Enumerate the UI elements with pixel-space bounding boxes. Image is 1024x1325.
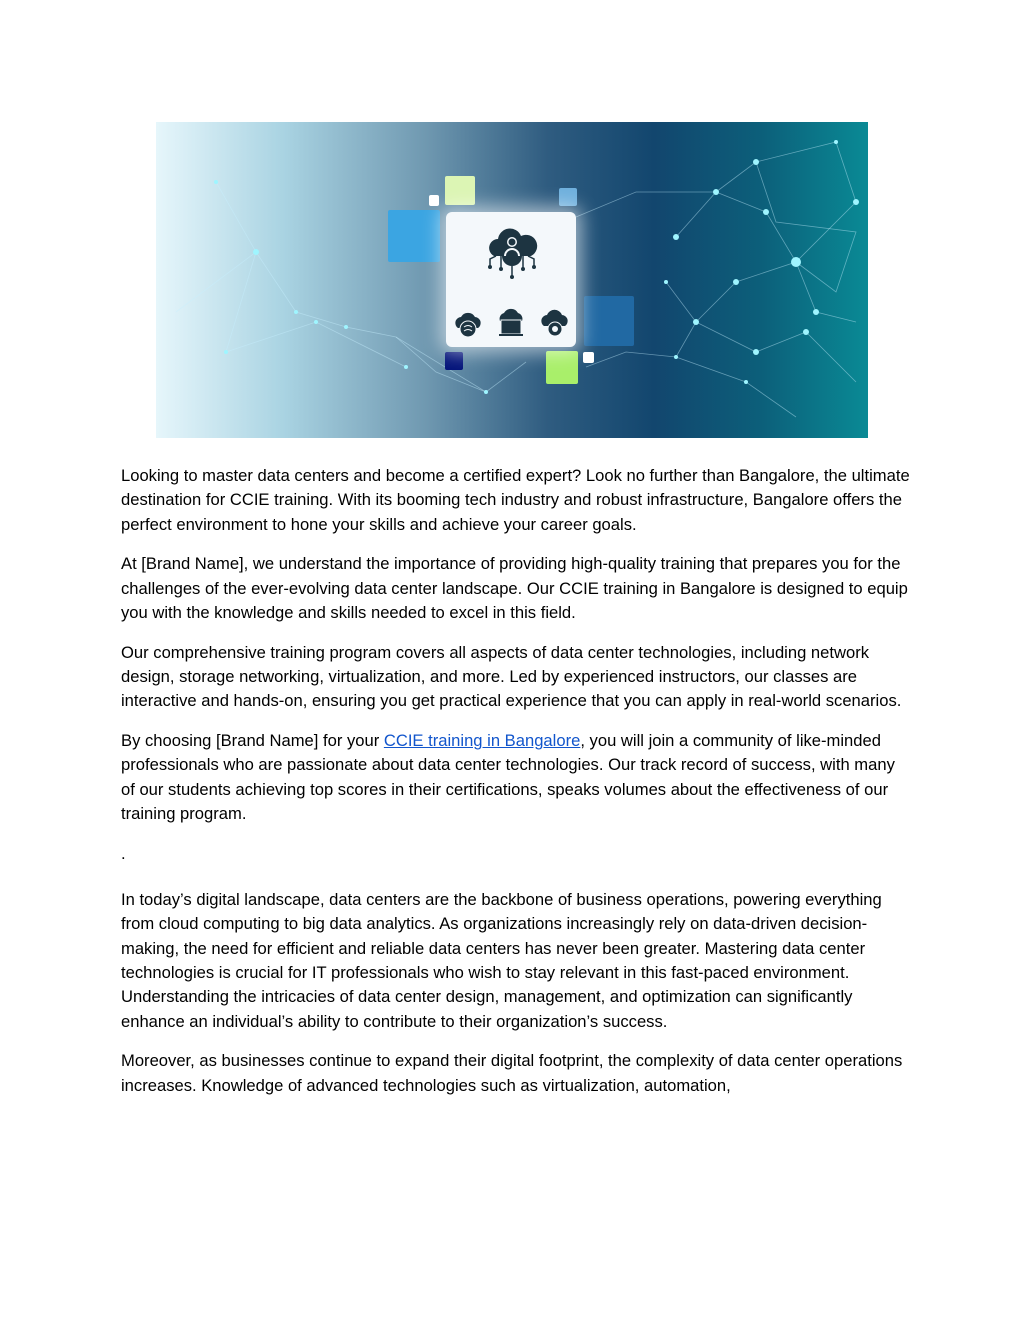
decor-square-lime bbox=[546, 351, 578, 384]
cloud-data-icon bbox=[453, 310, 483, 340]
paragraph-brand: At [Brand Name], we understand the importance of providing high-quality training that prepares you for the challenges of the ever-evolving data center landscape. Our CCIE training in Bangalore is designed to equip you with the knowledge and skills needed to excel in this field. bbox=[121, 554, 908, 622]
paragraph-dot: . bbox=[121, 843, 126, 863]
icon-card bbox=[446, 212, 576, 347]
paragraph-program: Our comprehensive training program covers all aspects of data center technologies, including network design, storage networking, virtualization, and more. Led by experienced instructors, our classes are interactive and hands-on, ensuring you get practical experience that you can apply in real-world scenarios. bbox=[121, 642, 902, 711]
cloud-user-gear-icon bbox=[482, 226, 542, 284]
paragraph-community-before: By choosing [Brand Name] for your bbox=[121, 731, 384, 751]
decor-square-lightlime bbox=[445, 176, 475, 205]
paragraph-moreover: Moreover, as businesses continue to expand their digital footprint, the complexity of data center operations increases. Knowledge of advanced technologies such as virtualization, automation, bbox=[121, 1051, 903, 1095]
paragraph-intro: Looking to master data centers and become a certified expert? Look no further than Bangalore, the ultimate destination for CCIE training. With its booming tech industry and robust infrastructure, Bangalore offers the perfect environment to hone your skills and achieve your career goals. bbox=[121, 466, 910, 534]
cloud-laptop-icon bbox=[496, 308, 526, 338]
decor-square-skyblue bbox=[388, 210, 440, 262]
ccie-training-link[interactable]: CCIE training in Bangalore bbox=[383, 731, 581, 751]
paragraph-community bbox=[121, 729, 911, 826]
article-body bbox=[121, 464, 911, 1114]
decor-square-navy bbox=[445, 352, 463, 370]
paragraph-community-after: , you will join a community of like-minded professionals who are passionate about data center technologies. Our track record of success, with many of our students achieving top scores in their certifications, speaks volumes about the effectiveness of our training program. bbox=[121, 731, 895, 824]
decor-square-white-2 bbox=[583, 352, 594, 363]
hero-image bbox=[156, 122, 868, 438]
paragraph-landscape: In today’s digital landscape, data centers are the backbone of business operations, powering everything from cloud computing to big data analytics. As organizations increasingly rely on data-driven decision-making, the need for efficient and reliable data centers has never been greater. Mastering data center technologies is crucial for IT professionals who wish to stay relevant in this fast-paced environment. Understanding the intricacies of data center design, management, and optimization can significantly enhance an individual’s ability to contribute to their organization’s success. bbox=[121, 890, 882, 1031]
cloud-gear-icon bbox=[540, 309, 570, 339]
decor-square-white-1 bbox=[429, 195, 439, 206]
decor-square-steelblue bbox=[584, 296, 634, 346]
decor-square-paleblue bbox=[559, 188, 577, 206]
